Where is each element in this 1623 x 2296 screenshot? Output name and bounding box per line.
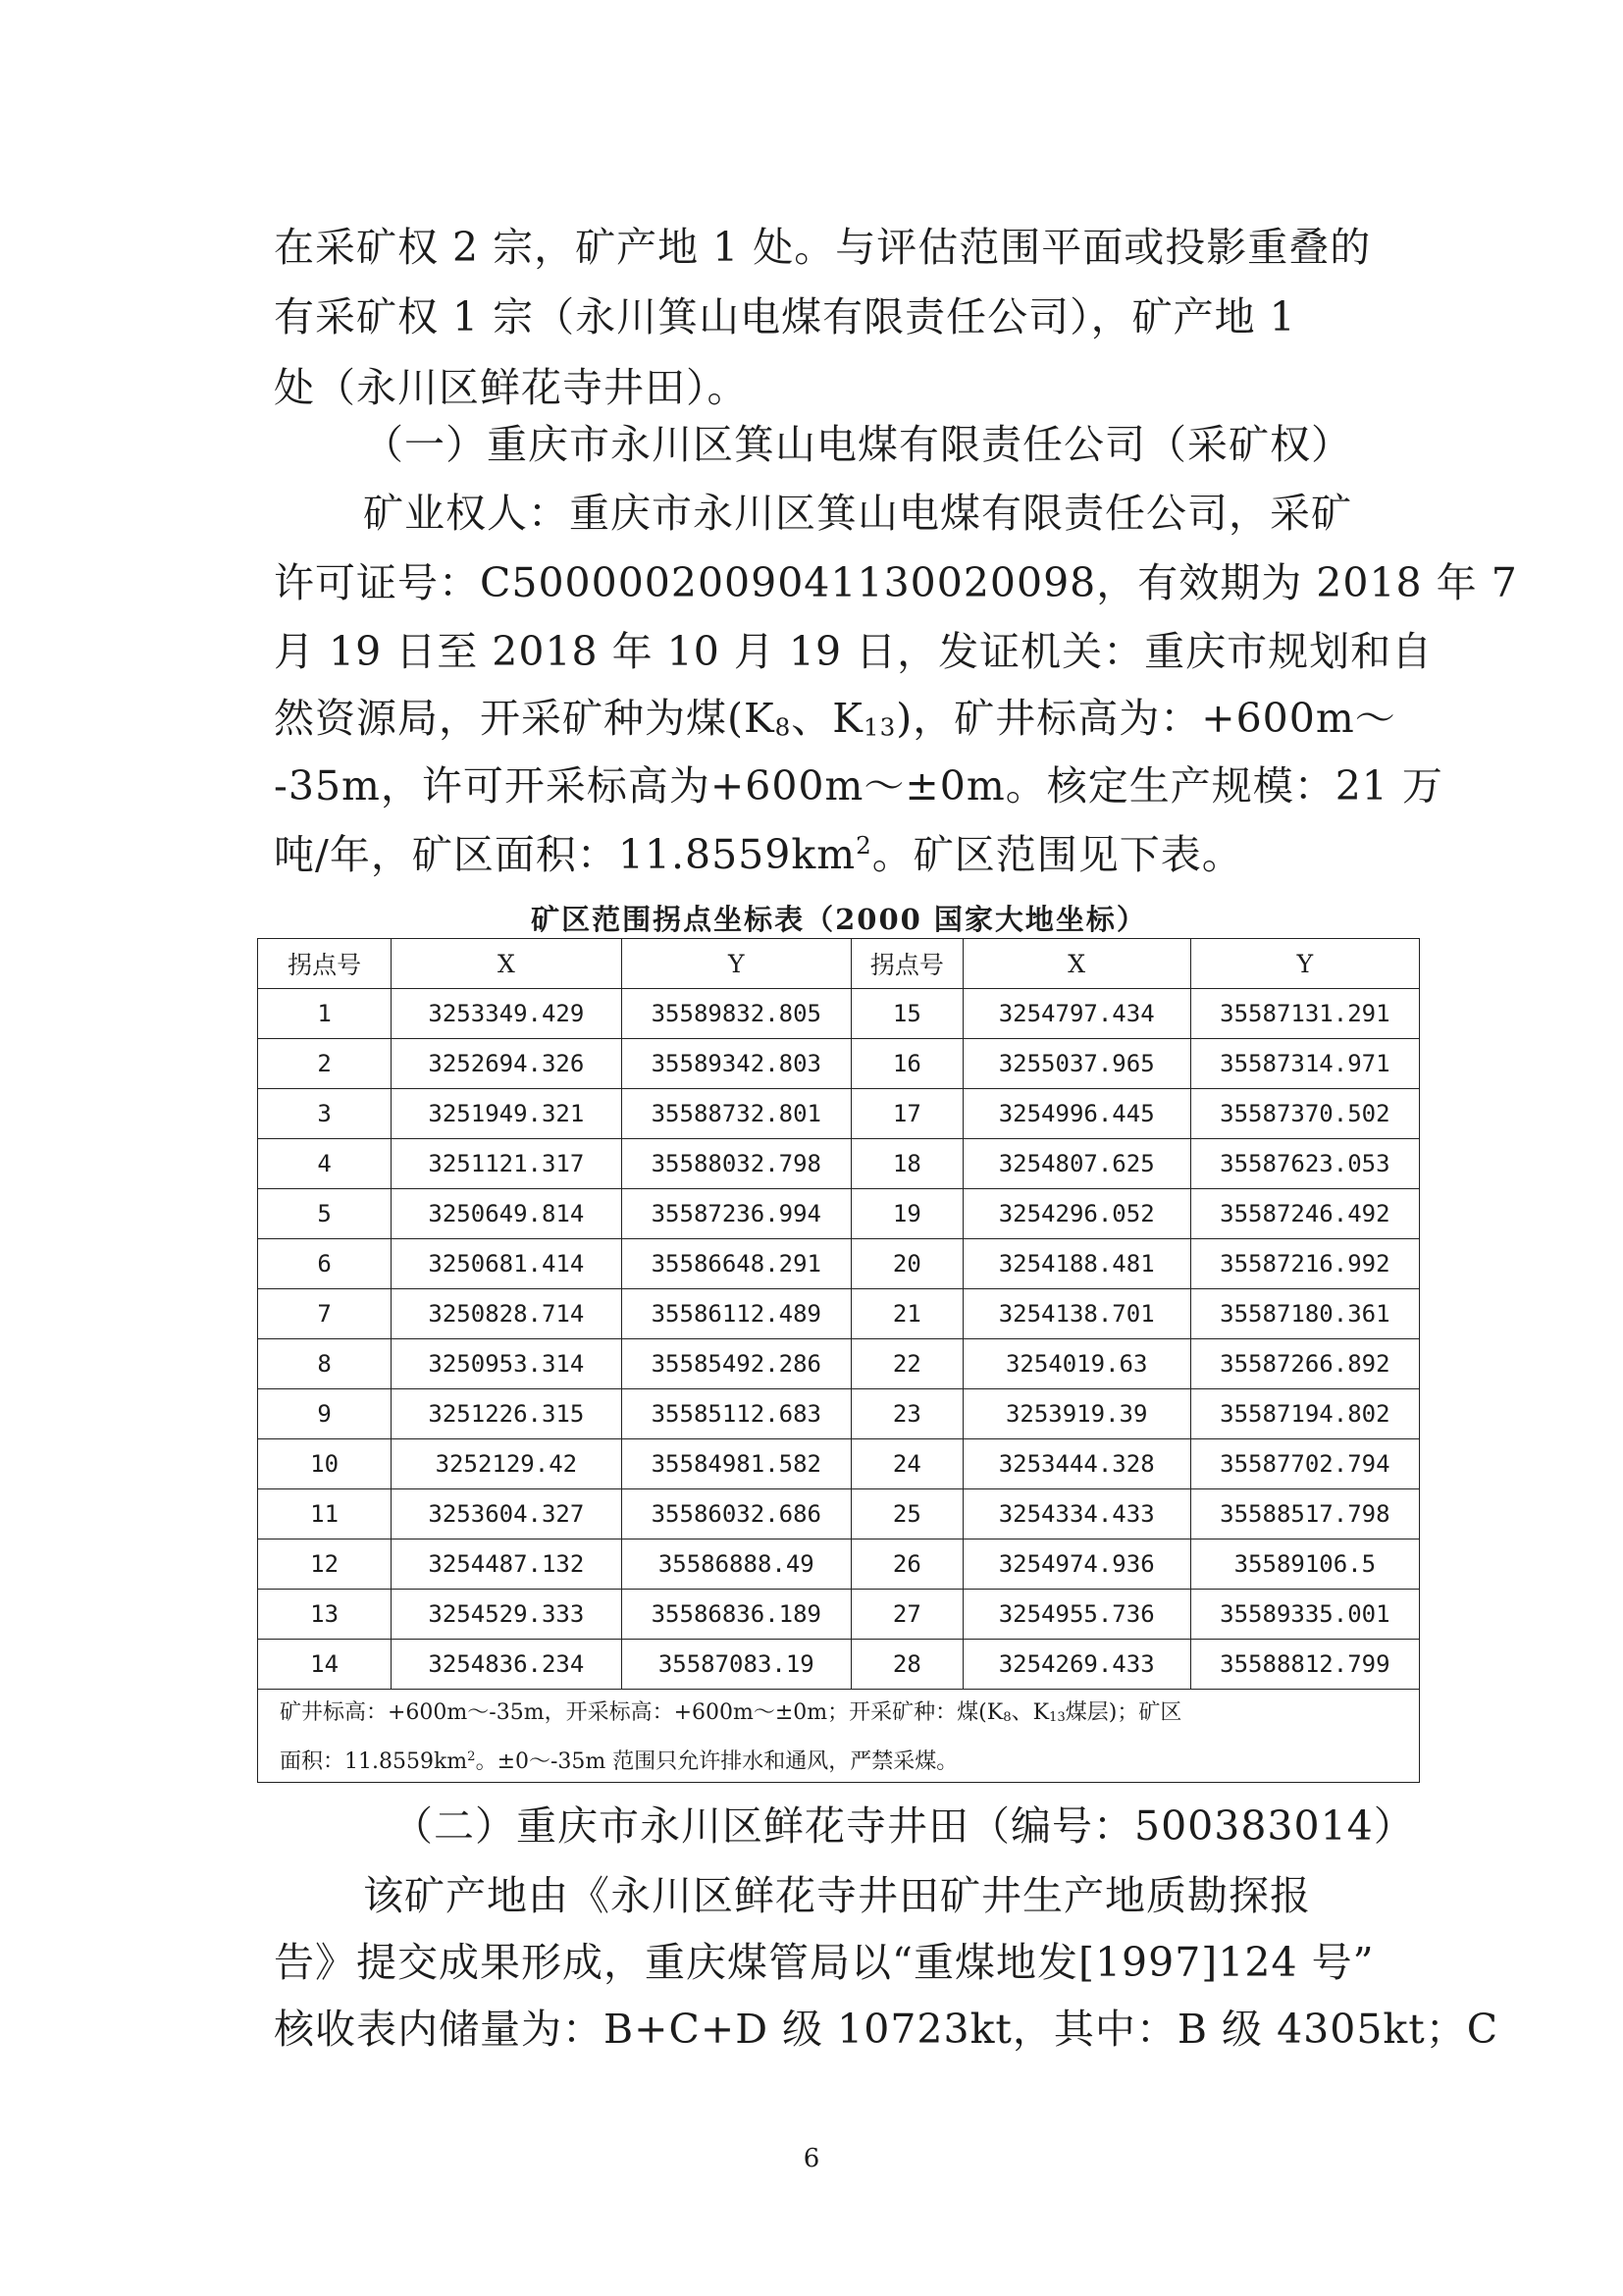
table-cell: 3252129.42 xyxy=(392,1439,621,1489)
table-cell: 3251226.315 xyxy=(392,1389,621,1439)
table-cell: 3254019.63 xyxy=(963,1339,1190,1389)
body-line xyxy=(274,830,1243,878)
table-cell: 35587194.802 xyxy=(1190,1389,1419,1439)
table-cell: 35587083.19 xyxy=(621,1640,851,1690)
table-cell: 3251949.321 xyxy=(392,1089,621,1139)
table-cell: 3254974.936 xyxy=(963,1539,1190,1590)
table-header-row xyxy=(258,939,1420,989)
table-cell: 35587216.992 xyxy=(1190,1239,1419,1289)
subscript: 13 xyxy=(863,712,897,742)
table-cell: 5 xyxy=(258,1189,392,1239)
table-row xyxy=(258,1289,1420,1339)
table-cell: 14 xyxy=(258,1640,392,1690)
table-cell: 23 xyxy=(852,1389,964,1439)
table-cell: 35589106.5 xyxy=(1190,1539,1419,1590)
table-cell: 3250649.814 xyxy=(392,1189,621,1239)
table-cell: 35587623.053 xyxy=(1190,1139,1419,1189)
table-cell: 3251121.317 xyxy=(392,1139,621,1189)
body-line: 核收表内储量为：B+C+D 级 10723kt，其中：B 级 4305kt；C xyxy=(274,2006,1499,2053)
subscript: 8 xyxy=(1003,1709,1012,1725)
table-row xyxy=(258,1039,1420,1089)
table-cell: 3250828.714 xyxy=(392,1289,621,1339)
table-cell: 16 xyxy=(852,1039,964,1089)
column-header: 拐点号 xyxy=(258,939,392,989)
table-cell: 22 xyxy=(852,1339,964,1389)
table-cell: 3254529.333 xyxy=(392,1590,621,1640)
body-line: 许可证号：C5000002009041130020098，有效期为 2018 年 7 xyxy=(274,559,1518,606)
table-row xyxy=(258,1339,1420,1389)
section-heading: （一）重庆市永川区箕山电煤有限责任公司（采矿权） xyxy=(363,421,1352,468)
subscript: 13 xyxy=(1049,1709,1066,1725)
table-cell: 3253444.328 xyxy=(963,1439,1190,1489)
table-row xyxy=(258,1389,1420,1439)
text-run: 矿井标高：+600m～-35m，开采标高：+600m～±0m；开采矿种：煤(K xyxy=(280,1700,1004,1725)
table-cell: 3253919.39 xyxy=(963,1389,1190,1439)
body-line: 有采矿权 1 宗（永川箕山电煤有限责任公司），矿产地 1 xyxy=(274,293,1296,340)
table-cell: 6 xyxy=(258,1239,392,1289)
table-cell: 35587370.502 xyxy=(1190,1089,1419,1139)
column-header: X xyxy=(963,939,1190,989)
table-cell: 21 xyxy=(852,1289,964,1339)
table-cell: 35587266.892 xyxy=(1190,1339,1419,1389)
table-cell: 35587246.492 xyxy=(1190,1189,1419,1239)
text-run: 、K xyxy=(791,695,864,742)
table-cell: 35586836.189 xyxy=(621,1590,851,1640)
table-cell: 35587131.291 xyxy=(1190,989,1419,1039)
table-cell: 35589832.805 xyxy=(621,989,851,1039)
table-cell: 35588032.798 xyxy=(621,1139,851,1189)
table-cell: 35587702.794 xyxy=(1190,1439,1419,1489)
table-cell: 35587180.361 xyxy=(1190,1289,1419,1339)
table-cell: 35587314.971 xyxy=(1190,1039,1419,1089)
table-cell: 25 xyxy=(852,1489,964,1539)
table-cell: 3254138.701 xyxy=(963,1289,1190,1339)
table-cell: 19 xyxy=(852,1189,964,1239)
table-cell: 35585492.286 xyxy=(621,1339,851,1389)
text-run: 煤层)；矿区 xyxy=(1065,1700,1182,1725)
table-cell: 10 xyxy=(258,1439,392,1489)
page-number: 6 xyxy=(803,2144,820,2173)
table-cell: 26 xyxy=(852,1539,964,1590)
table-cell: 9 xyxy=(258,1389,392,1439)
table-cell: 3250953.314 xyxy=(392,1339,621,1389)
body-line: 告》提交成果形成，重庆煤管局以“重煤地发[1997]124 号” xyxy=(274,1939,1375,1986)
table-cell: 18 xyxy=(852,1139,964,1189)
subscript: 8 xyxy=(774,712,792,742)
table-row xyxy=(258,1489,1420,1539)
body-line xyxy=(274,695,1396,742)
table-cell: 27 xyxy=(852,1590,964,1640)
table-cell: 8 xyxy=(258,1339,392,1389)
table-cell: 13 xyxy=(258,1590,392,1640)
table-cell: 2 xyxy=(258,1039,392,1089)
body-line: 矿业权人：重庆市永川区箕山电煤有限责任公司，采矿 xyxy=(363,490,1352,537)
table-cell: 1 xyxy=(258,989,392,1039)
table-cell: 35587236.994 xyxy=(621,1189,851,1239)
table-cell: 35588517.798 xyxy=(1190,1489,1419,1539)
table-cell: 35584981.582 xyxy=(621,1439,851,1489)
body-line: 处（永川区鲜花寺井田）。 xyxy=(274,364,749,411)
table-cell: 15 xyxy=(852,989,964,1039)
body-line: 该矿产地由《永川区鲜花寺井田矿井生产地质勘探报 xyxy=(363,1872,1311,1919)
table-row xyxy=(258,1640,1420,1690)
body-line: 月 19 日至 2018 年 10 月 19 日，发证机关：重庆市规划和自 xyxy=(274,628,1434,675)
text-run: 然资源局，开采矿种为煤(K xyxy=(274,695,775,742)
table-cell: 3254836.234 xyxy=(392,1640,621,1690)
superscript: 2 xyxy=(856,831,872,860)
body-line: -35m，许可开采标高为+600m～±0m。核定生产规模：21 万 xyxy=(274,762,1443,809)
table-cell: 17 xyxy=(852,1089,964,1139)
table-row xyxy=(258,1239,1420,1289)
table-cell: 3255037.965 xyxy=(963,1039,1190,1089)
table-row xyxy=(258,1189,1420,1239)
table-cell: 11 xyxy=(258,1489,392,1539)
table-row xyxy=(258,1590,1420,1640)
table-cell: 3254188.481 xyxy=(963,1239,1190,1289)
table-cell: 28 xyxy=(852,1640,964,1690)
table-cell: 35589335.001 xyxy=(1190,1590,1419,1640)
table-row xyxy=(258,1539,1420,1590)
column-header: Y xyxy=(621,939,851,989)
table-cell: 3254797.434 xyxy=(963,989,1190,1039)
table-cell: 20 xyxy=(852,1239,964,1289)
section-heading: （二）重庆市永川区鲜花寺井田（编号：500383014） xyxy=(393,1802,1415,1850)
table-cell: 35586112.489 xyxy=(621,1289,851,1339)
superscript: 2 xyxy=(467,1748,476,1764)
table-cell: 35586648.291 xyxy=(621,1239,851,1289)
table-note-row xyxy=(258,1690,1420,1783)
table-cell: 3254296.052 xyxy=(963,1189,1190,1239)
table-cell: 35585112.683 xyxy=(621,1389,851,1439)
table-cell: 3254334.433 xyxy=(963,1489,1190,1539)
table-cell: 3250681.414 xyxy=(392,1239,621,1289)
table-row xyxy=(258,1439,1420,1489)
table-cell: 3254955.736 xyxy=(963,1590,1190,1640)
text-run: )，矿井标高为：+600m～ xyxy=(896,695,1396,742)
text-run: 、K xyxy=(1011,1700,1050,1725)
table-note xyxy=(258,1690,1420,1783)
table-cell: 3254487.132 xyxy=(392,1539,621,1590)
column-header: 拐点号 xyxy=(852,939,964,989)
body-line: 在采矿权 2 宗，矿产地 1 处。与评估范围平面或投影重叠的 xyxy=(274,224,1372,271)
table-cell: 3253604.327 xyxy=(392,1489,621,1539)
table-cell: 3 xyxy=(258,1089,392,1139)
column-header: Y xyxy=(1190,939,1419,989)
table-cell: 3254269.433 xyxy=(963,1640,1190,1690)
table-cell: 24 xyxy=(852,1439,964,1489)
table-cell: 12 xyxy=(258,1539,392,1590)
table-cell: 7 xyxy=(258,1289,392,1339)
table-caption: 矿区范围拐点坐标表（2000 国家大地坐标） xyxy=(531,903,1147,936)
table-row xyxy=(258,989,1420,1039)
table-cell: 4 xyxy=(258,1139,392,1189)
text-run: 面积：11.8559km xyxy=(280,1748,468,1774)
table-cell: 35588732.801 xyxy=(621,1089,851,1139)
table-cell: 35586032.686 xyxy=(621,1489,851,1539)
table-cell: 3252694.326 xyxy=(392,1039,621,1089)
table-body xyxy=(258,989,1420,1690)
text-run: 吨/年，矿区面积：11.8559km xyxy=(274,830,857,878)
table-cell: 35586888.49 xyxy=(621,1539,851,1590)
table-cell: 3253349.429 xyxy=(392,989,621,1039)
table-cell: 3254996.445 xyxy=(963,1089,1190,1139)
table-row xyxy=(258,1139,1420,1189)
table-cell: 35588812.799 xyxy=(1190,1640,1419,1690)
text-run: 。矿区范围见下表。 xyxy=(871,830,1243,878)
table-cell: 35589342.803 xyxy=(621,1039,851,1089)
column-header: X xyxy=(392,939,621,989)
coordinates-table xyxy=(257,938,1420,1783)
table-cell: 3254807.625 xyxy=(963,1139,1190,1189)
text-run: 。±0～-35m 范围只允许排水和通风，严禁采煤。 xyxy=(475,1748,959,1774)
table-row xyxy=(258,1089,1420,1139)
